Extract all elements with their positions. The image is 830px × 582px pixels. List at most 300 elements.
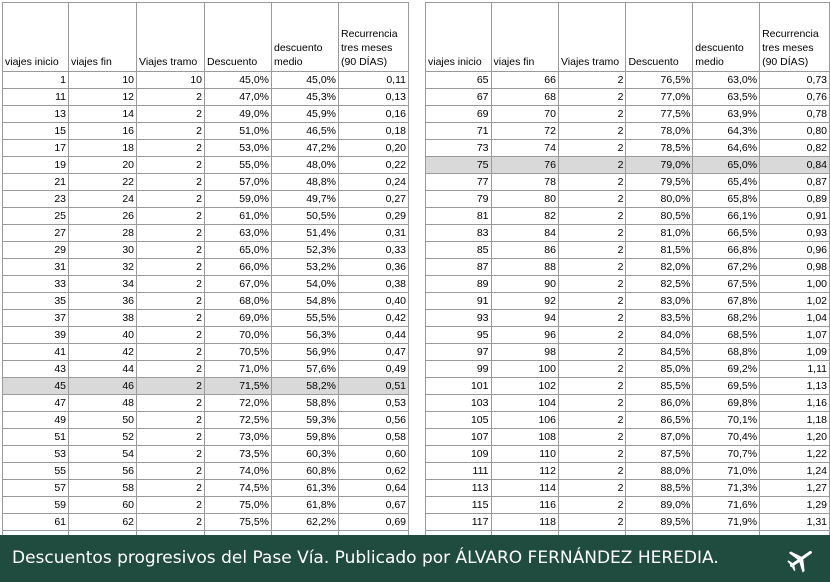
- viajes-inicio-cell: 39: [3, 327, 69, 344]
- recurrencia-cell: 0,42: [339, 310, 409, 327]
- table-row: [426, 208, 830, 225]
- viajes-tramo-cell: 2: [137, 463, 205, 480]
- descuento-medio-cell: 70,1%: [693, 412, 760, 429]
- viajes-inicio-cell: 117: [426, 514, 492, 531]
- descuento-medio-cell: 69,5%: [693, 378, 760, 395]
- recurrencia-cell: 0,51: [339, 378, 409, 395]
- viajes-inicio-cell: 41: [3, 344, 69, 361]
- viajes-inicio-cell: 45: [3, 378, 69, 395]
- viajes-inicio-cell: 33: [3, 276, 69, 293]
- recurrencia-cell: 0,87: [760, 174, 830, 191]
- table-row: [426, 72, 830, 89]
- viajes-tramo-cell: 2: [558, 429, 626, 446]
- recurrencia-cell: 0,36: [339, 259, 409, 276]
- descuento-cell: 49,0%: [205, 106, 272, 123]
- header-descuento: Descuento: [626, 3, 693, 72]
- viajes-inicio-cell: 67: [426, 89, 492, 106]
- descuento-cell: 59,0%: [205, 191, 272, 208]
- viajes-fin-cell: 80: [491, 191, 558, 208]
- descuento-cell: 75,0%: [205, 497, 272, 514]
- viajes-fin-cell: 34: [69, 276, 137, 293]
- table-row: [426, 191, 830, 208]
- table-row: [426, 344, 830, 361]
- table-row: [426, 259, 830, 276]
- recurrencia-cell: 0,38: [339, 276, 409, 293]
- viajes-tramo-cell: 2: [137, 208, 205, 225]
- descuento-medio-cell: 54,8%: [272, 293, 339, 310]
- header-descuento-medio: descuento medio: [693, 3, 760, 72]
- viajes-fin-cell: 50: [69, 412, 137, 429]
- recurrencia-cell: 1,18: [760, 412, 830, 429]
- descuento-medio-cell: 51,4%: [272, 225, 339, 242]
- recurrencia-cell: 0,13: [339, 89, 409, 106]
- viajes-tramo-cell: 2: [137, 344, 205, 361]
- viajes-fin-cell: 56: [69, 463, 137, 480]
- viajes-fin-cell: 82: [491, 208, 558, 225]
- table-row: [3, 174, 409, 191]
- descuento-medio-cell: 46,5%: [272, 123, 339, 140]
- table-row: [426, 412, 830, 429]
- viajes-fin-cell: 44: [69, 361, 137, 378]
- recurrencia-cell: 0,62: [339, 463, 409, 480]
- descuento-cell: 61,0%: [205, 208, 272, 225]
- descuento-medio-cell: 59,8%: [272, 429, 339, 446]
- descuento-cell: 74,0%: [205, 463, 272, 480]
- table-row: [3, 412, 409, 429]
- table-row: [426, 378, 830, 395]
- descuento-medio-cell: 45,9%: [272, 106, 339, 123]
- recurrencia-cell: 0,44: [339, 327, 409, 344]
- descuento-cell: 71,0%: [205, 361, 272, 378]
- recurrencia-cell: 1,24: [760, 463, 830, 480]
- recurrencia-cell: 0,80: [760, 123, 830, 140]
- recurrencia-cell: 1,16: [760, 395, 830, 412]
- recurrencia-cell: 0,27: [339, 191, 409, 208]
- table-row: [3, 514, 409, 531]
- recurrencia-cell: 0,60: [339, 446, 409, 463]
- descuento-medio-cell: 63,9%: [693, 106, 760, 123]
- viajes-inicio-cell: 113: [426, 480, 492, 497]
- viajes-fin-cell: 52: [69, 429, 137, 446]
- viajes-tramo-cell: 2: [558, 463, 626, 480]
- viajes-tramo-cell: 2: [137, 89, 205, 106]
- table-row: [426, 140, 830, 157]
- viajes-inicio-cell: 105: [426, 412, 492, 429]
- descuento-medio-cell: 49,7%: [272, 191, 339, 208]
- descuento-medio-cell: 54,0%: [272, 276, 339, 293]
- viajes-inicio-cell: 57: [3, 480, 69, 497]
- table-row: [3, 378, 409, 395]
- recurrencia-cell: 1,00: [760, 276, 830, 293]
- viajes-tramo-cell: 2: [137, 157, 205, 174]
- viajes-fin-cell: 10: [69, 72, 137, 89]
- descuento-medio-cell: 71,9%: [693, 514, 760, 531]
- airplane-icon: [786, 545, 816, 573]
- recurrencia-cell: 1,09: [760, 344, 830, 361]
- table-row: [3, 463, 409, 480]
- viajes-inicio-cell: 31: [3, 259, 69, 276]
- viajes-fin-cell: 104: [491, 395, 558, 412]
- viajes-fin-cell: 42: [69, 344, 137, 361]
- viajes-tramo-cell: 2: [558, 72, 626, 89]
- viajes-fin-cell: 60: [69, 497, 137, 514]
- table-row: [426, 446, 830, 463]
- viajes-inicio-cell: 65: [426, 72, 492, 89]
- viajes-fin-cell: 26: [69, 208, 137, 225]
- recurrencia-cell: 0,58: [339, 429, 409, 446]
- recurrencia-cell: 0,89: [760, 191, 830, 208]
- recurrencia-cell: 0,69: [339, 514, 409, 531]
- viajes-tramo-cell: 2: [558, 276, 626, 293]
- table-row: [426, 327, 830, 344]
- table-row: [426, 514, 830, 531]
- viajes-inicio-cell: 85: [426, 242, 492, 259]
- descuento-cell: 82,0%: [626, 259, 693, 276]
- descuento-medio-cell: 67,2%: [693, 259, 760, 276]
- header-viajes-inicio: viajes inicio: [3, 3, 69, 72]
- viajes-fin-cell: 20: [69, 157, 137, 174]
- viajes-tramo-cell: 2: [137, 191, 205, 208]
- descuento-medio-cell: 63,5%: [693, 89, 760, 106]
- descuento-cell: 85,0%: [626, 361, 693, 378]
- viajes-fin-cell: 74: [491, 140, 558, 157]
- descuento-cell: 86,5%: [626, 412, 693, 429]
- descuento-cell: 73,5%: [205, 446, 272, 463]
- recurrencia-cell: 0,47: [339, 344, 409, 361]
- descuento-medio-cell: 60,3%: [272, 446, 339, 463]
- viajes-fin-cell: 30: [69, 242, 137, 259]
- descuento-medio-cell: 58,2%: [272, 378, 339, 395]
- descuento-cell: 75,5%: [205, 514, 272, 531]
- descuento-medio-cell: 60,8%: [272, 463, 339, 480]
- viajes-tramo-cell: 2: [137, 259, 205, 276]
- viajes-tramo-cell: 2: [558, 140, 626, 157]
- descuento-medio-cell: 71,0%: [693, 463, 760, 480]
- viajes-fin-cell: 78: [491, 174, 558, 191]
- descuento-medio-cell: 66,1%: [693, 208, 760, 225]
- table-row: [3, 208, 409, 225]
- descuento-medio-cell: 62,2%: [272, 514, 339, 531]
- viajes-tramo-cell: 2: [137, 429, 205, 446]
- viajes-tramo-cell: 2: [558, 208, 626, 225]
- viajes-inicio-cell: 93: [426, 310, 492, 327]
- viajes-tramo-cell: 2: [558, 361, 626, 378]
- viajes-tramo-cell: 2: [137, 514, 205, 531]
- viajes-inicio-cell: 95: [426, 327, 492, 344]
- viajes-inicio-cell: 111: [426, 463, 492, 480]
- viajes-fin-cell: 40: [69, 327, 137, 344]
- viajes-inicio-cell: 81: [426, 208, 492, 225]
- viajes-fin-cell: 12: [69, 89, 137, 106]
- viajes-inicio-cell: 79: [426, 191, 492, 208]
- descuento-cell: 57,0%: [205, 174, 272, 191]
- descuento-medio-cell: 69,2%: [693, 361, 760, 378]
- viajes-fin-cell: 18: [69, 140, 137, 157]
- viajes-tramo-cell: 2: [558, 327, 626, 344]
- table-row: [3, 293, 409, 310]
- discount-table-right: [425, 2, 830, 548]
- descuento-cell: 87,0%: [626, 429, 693, 446]
- viajes-fin-cell: 46: [69, 378, 137, 395]
- viajes-fin-cell: 22: [69, 174, 137, 191]
- header-viajes-tramo: Viajes tramo: [137, 3, 205, 72]
- descuento-medio-cell: 71,6%: [693, 497, 760, 514]
- descuento-medio-cell: 65,8%: [693, 191, 760, 208]
- viajes-fin-cell: 106: [491, 412, 558, 429]
- viajes-inicio-cell: 69: [426, 106, 492, 123]
- recurrencia-cell: 0,53: [339, 395, 409, 412]
- viajes-fin-cell: 62: [69, 514, 137, 531]
- table-header-row: [426, 3, 830, 72]
- descuento-medio-cell: 65,0%: [693, 157, 760, 174]
- descuento-cell: 89,5%: [626, 514, 693, 531]
- viajes-fin-cell: 100: [491, 361, 558, 378]
- viajes-fin-cell: 54: [69, 446, 137, 463]
- table-row: [426, 106, 830, 123]
- header-viajes-inicio: viajes inicio: [426, 3, 492, 72]
- viajes-fin-cell: 72: [491, 123, 558, 140]
- descuento-cell: 88,0%: [626, 463, 693, 480]
- recurrencia-cell: 1,27: [760, 480, 830, 497]
- descuento-cell: 88,5%: [626, 480, 693, 497]
- descuento-cell: 51,0%: [205, 123, 272, 140]
- viajes-fin-cell: 32: [69, 259, 137, 276]
- table-row: [3, 72, 409, 89]
- viajes-tramo-cell: 2: [137, 497, 205, 514]
- viajes-tramo-cell: 2: [558, 310, 626, 327]
- recurrencia-cell: 0,31: [339, 225, 409, 242]
- descuento-medio-cell: 61,8%: [272, 497, 339, 514]
- viajes-fin-cell: 102: [491, 378, 558, 395]
- viajes-fin-cell: 76: [491, 157, 558, 174]
- viajes-fin-cell: 94: [491, 310, 558, 327]
- table-row: [426, 123, 830, 140]
- descuento-cell: 77,5%: [626, 106, 693, 123]
- viajes-fin-cell: 38: [69, 310, 137, 327]
- descuento-medio-cell: 66,5%: [693, 225, 760, 242]
- descuento-cell: 71,5%: [205, 378, 272, 395]
- table-body-left: [3, 72, 409, 548]
- descuento-medio-cell: 50,5%: [272, 208, 339, 225]
- viajes-inicio-cell: 13: [3, 106, 69, 123]
- viajes-inicio-cell: 35: [3, 293, 69, 310]
- viajes-tramo-cell: 2: [137, 412, 205, 429]
- descuento-cell: 67,0%: [205, 276, 272, 293]
- viajes-inicio-cell: 29: [3, 242, 69, 259]
- descuento-cell: 84,5%: [626, 344, 693, 361]
- descuento-cell: 79,0%: [626, 157, 693, 174]
- descuento-cell: 65,0%: [205, 242, 272, 259]
- viajes-tramo-cell: 2: [137, 225, 205, 242]
- viajes-inicio-cell: 97: [426, 344, 492, 361]
- viajes-fin-cell: 110: [491, 446, 558, 463]
- viajes-fin-cell: 68: [491, 89, 558, 106]
- descuento-cell: 77,0%: [626, 89, 693, 106]
- table-row: [426, 174, 830, 191]
- recurrencia-cell: 0,67: [339, 497, 409, 514]
- table-row: [426, 225, 830, 242]
- viajes-inicio-cell: 73: [426, 140, 492, 157]
- descuento-medio-cell: 48,8%: [272, 174, 339, 191]
- header-viajes-fin: viajes fin: [69, 3, 137, 72]
- viajes-fin-cell: 66: [491, 72, 558, 89]
- viajes-tramo-cell: 2: [558, 344, 626, 361]
- descuento-medio-cell: 67,5%: [693, 276, 760, 293]
- table-row: [3, 259, 409, 276]
- viajes-inicio-cell: 25: [3, 208, 69, 225]
- descuento-cell: 69,0%: [205, 310, 272, 327]
- table-row: [3, 191, 409, 208]
- recurrencia-cell: 1,22: [760, 446, 830, 463]
- viajes-tramo-cell: 2: [558, 480, 626, 497]
- viajes-tramo-cell: 2: [558, 123, 626, 140]
- viajes-tramo-cell: 2: [137, 480, 205, 497]
- footer-banner: [0, 535, 830, 582]
- table-row: [3, 327, 409, 344]
- viajes-inicio-cell: 43: [3, 361, 69, 378]
- table-row: [3, 89, 409, 106]
- viajes-tramo-cell: 2: [137, 361, 205, 378]
- viajes-inicio-cell: 15: [3, 123, 69, 140]
- viajes-inicio-cell: 27: [3, 225, 69, 242]
- recurrencia-cell: 0,84: [760, 157, 830, 174]
- viajes-tramo-cell: 2: [137, 174, 205, 191]
- recurrencia-cell: 1,13: [760, 378, 830, 395]
- descuento-cell: 83,5%: [626, 310, 693, 327]
- viajes-inicio-cell: 75: [426, 157, 492, 174]
- recurrencia-cell: 1,04: [760, 310, 830, 327]
- descuento-medio-cell: 65,4%: [693, 174, 760, 191]
- viajes-inicio-cell: 109: [426, 446, 492, 463]
- viajes-inicio-cell: 71: [426, 123, 492, 140]
- viajes-tramo-cell: 2: [558, 242, 626, 259]
- recurrencia-cell: 0,33: [339, 242, 409, 259]
- viajes-tramo-cell: 2: [137, 276, 205, 293]
- descuento-medio-cell: 68,5%: [693, 327, 760, 344]
- viajes-fin-cell: 92: [491, 293, 558, 310]
- descuento-cell: 84,0%: [626, 327, 693, 344]
- viajes-fin-cell: 16: [69, 123, 137, 140]
- recurrencia-cell: 1,11: [760, 361, 830, 378]
- viajes-fin-cell: 14: [69, 106, 137, 123]
- descuento-cell: 86,0%: [626, 395, 693, 412]
- viajes-tramo-cell: 2: [558, 446, 626, 463]
- descuento-medio-cell: 66,8%: [693, 242, 760, 259]
- recurrencia-cell: 0,49: [339, 361, 409, 378]
- viajes-inicio-cell: 51: [3, 429, 69, 446]
- viajes-fin-cell: 58: [69, 480, 137, 497]
- table-row: [426, 293, 830, 310]
- viajes-fin-cell: 36: [69, 293, 137, 310]
- viajes-inicio-cell: 89: [426, 276, 492, 293]
- descuento-medio-cell: 56,9%: [272, 344, 339, 361]
- descuento-medio-cell: 52,3%: [272, 242, 339, 259]
- header-recurrencia: Recurrencia tres meses (90 DÍAS): [760, 3, 830, 72]
- viajes-fin-cell: 28: [69, 225, 137, 242]
- descuento-cell: 81,0%: [626, 225, 693, 242]
- table-row: [3, 429, 409, 446]
- table-row: [3, 497, 409, 514]
- viajes-tramo-cell: 10: [137, 72, 205, 89]
- descuento-cell: 70,0%: [205, 327, 272, 344]
- descuento-cell: 72,0%: [205, 395, 272, 412]
- viajes-inicio-cell: 17: [3, 140, 69, 157]
- recurrencia-cell: 0,11: [339, 72, 409, 89]
- table-row: [3, 242, 409, 259]
- viajes-fin-cell: 98: [491, 344, 558, 361]
- viajes-tramo-cell: 2: [137, 293, 205, 310]
- table-row: [3, 157, 409, 174]
- viajes-inicio-cell: 53: [3, 446, 69, 463]
- viajes-tramo-cell: 2: [558, 89, 626, 106]
- viajes-tramo-cell: 2: [137, 395, 205, 412]
- descuento-cell: 87,5%: [626, 446, 693, 463]
- viajes-inicio-cell: 101: [426, 378, 492, 395]
- descuento-medio-cell: 53,2%: [272, 259, 339, 276]
- descuento-medio-cell: 64,3%: [693, 123, 760, 140]
- descuento-cell: 47,0%: [205, 89, 272, 106]
- descuento-medio-cell: 63,0%: [693, 72, 760, 89]
- viajes-tramo-cell: 2: [137, 123, 205, 140]
- viajes-inicio-cell: 1: [3, 72, 69, 89]
- descuento-medio-cell: 68,2%: [693, 310, 760, 327]
- viajes-tramo-cell: 2: [137, 446, 205, 463]
- viajes-tramo-cell: 2: [558, 157, 626, 174]
- table-row: [3, 446, 409, 463]
- descuento-medio-cell: 45,3%: [272, 89, 339, 106]
- viajes-fin-cell: 84: [491, 225, 558, 242]
- table-row: [426, 242, 830, 259]
- descuento-medio-cell: 45,0%: [272, 72, 339, 89]
- descuento-medio-cell: 56,3%: [272, 327, 339, 344]
- recurrencia-cell: 0,78: [760, 106, 830, 123]
- descuento-medio-cell: 55,5%: [272, 310, 339, 327]
- viajes-fin-cell: 96: [491, 327, 558, 344]
- table-row: [3, 106, 409, 123]
- descuento-cell: 70,5%: [205, 344, 272, 361]
- viajes-inicio-cell: 77: [426, 174, 492, 191]
- viajes-tramo-cell: 2: [558, 191, 626, 208]
- viajes-tramo-cell: 2: [558, 106, 626, 123]
- viajes-tramo-cell: 2: [558, 225, 626, 242]
- viajes-inicio-cell: 47: [3, 395, 69, 412]
- recurrencia-cell: 0,16: [339, 106, 409, 123]
- viajes-inicio-cell: 61: [3, 514, 69, 531]
- viajes-tramo-cell: 2: [558, 259, 626, 276]
- viajes-fin-cell: 114: [491, 480, 558, 497]
- viajes-tramo-cell: 2: [137, 140, 205, 157]
- viajes-tramo-cell: 2: [558, 395, 626, 412]
- viajes-inicio-cell: 91: [426, 293, 492, 310]
- descuento-cell: 89,0%: [626, 497, 693, 514]
- recurrencia-cell: 1,02: [760, 293, 830, 310]
- viajes-fin-cell: 112: [491, 463, 558, 480]
- recurrencia-cell: 0,56: [339, 412, 409, 429]
- table-row: [3, 276, 409, 293]
- descuento-cell: 53,0%: [205, 140, 272, 157]
- viajes-inicio-cell: 23: [3, 191, 69, 208]
- viajes-fin-cell: 118: [491, 514, 558, 531]
- descuento-medio-cell: 48,0%: [272, 157, 339, 174]
- table-row: [426, 463, 830, 480]
- recurrencia-cell: 0,93: [760, 225, 830, 242]
- descuento-cell: 55,0%: [205, 157, 272, 174]
- viajes-inicio-cell: 21: [3, 174, 69, 191]
- descuento-cell: 80,0%: [626, 191, 693, 208]
- descuento-cell: 79,5%: [626, 174, 693, 191]
- table-row: [3, 123, 409, 140]
- table-row: [3, 310, 409, 327]
